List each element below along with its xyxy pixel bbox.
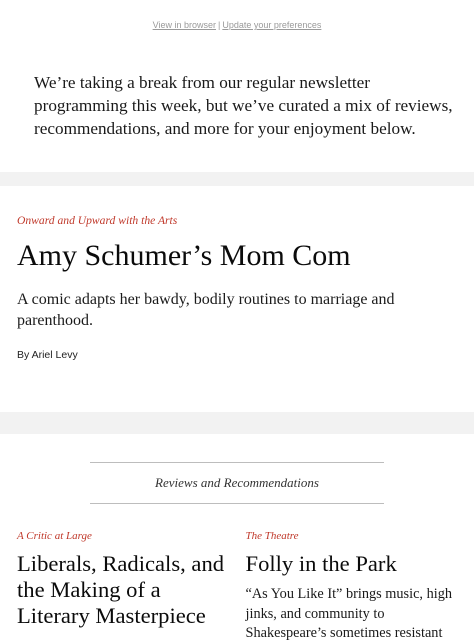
recommendation-headline[interactable]: Folly in the Park	[245, 551, 397, 576]
feature-article[interactable]	[0, 186, 474, 412]
section-divider-2	[0, 412, 474, 434]
recommendation-card[interactable]	[228, 530, 457, 644]
email-topbar	[0, 0, 474, 54]
recs-spacer	[0, 434, 474, 462]
feature-dek: A comic adapts her bawdy, bodily routines to marriage and parenthood.	[17, 291, 395, 329]
recommendations-grid	[0, 504, 474, 644]
view-in-browser-link[interactable]: View in browser	[152, 20, 216, 30]
feature-byline: By Ariel Levy	[17, 349, 78, 361]
topbar-separator: |	[217, 20, 221, 30]
recommendations-header: Reviews and Recommendations	[90, 462, 384, 504]
recommendation-kicker[interactable]: A Critic at Large	[17, 530, 92, 542]
recommendation-headline[interactable]: Liberals, Radicals, and the Making of a Literary Masterpiece	[17, 551, 225, 628]
feature-kicker[interactable]: Onward and Upward with the Arts	[17, 214, 178, 227]
recommendation-kicker[interactable]: The Theatre	[245, 530, 299, 542]
recommendation-dek: “As You Like It” brings music, high jinks, and community to Shakespeare’s sometimes resistant	[245, 586, 453, 641]
section-divider	[0, 172, 474, 186]
recommendation-card[interactable]	[17, 530, 228, 644]
intro-message: We’re taking a break from our regular newsletter programming this week, but we’ve curated a mix of reviews, recommendations, and more for your enjoyment below.	[34, 73, 453, 138]
feature-headline[interactable]: Amy Schumer’s Mom Com	[17, 239, 351, 272]
update-preferences-link[interactable]: Update your preferences	[222, 20, 322, 30]
